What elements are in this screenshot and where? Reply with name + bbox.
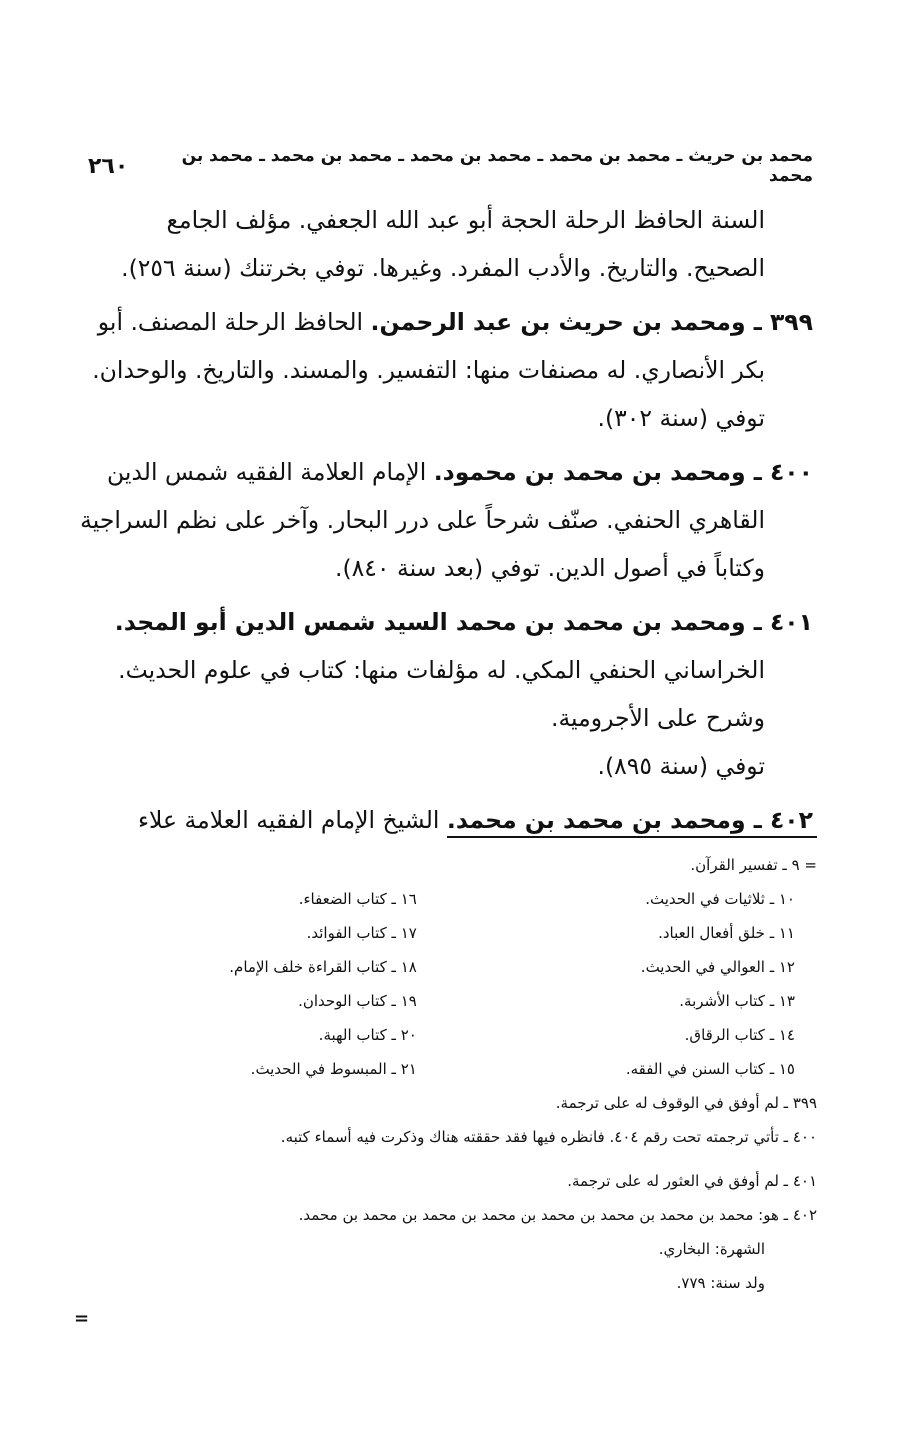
entry-400: [80, 448, 813, 592]
footnotes: [150, 848, 817, 1300]
list-item: ١٥ ـ كتاب السنن في الفقه.: [625, 1060, 795, 1078]
list-item: ١٦ ـ كتاب الضعفاء.: [298, 890, 417, 908]
entry-heading: ٤٠١ ـ ومحمد بن محمد بن محمد السيد شمس الدين أبو المجد.: [114, 608, 813, 636]
book-list-left: [150, 882, 497, 1086]
text-line: توفي (سنة ٨٩٥).: [597, 752, 765, 780]
footnote-book-list: [150, 882, 817, 1086]
book-list-right: [497, 882, 817, 1086]
footnote-sub-line: الشهرة: البخاري.: [658, 1240, 765, 1258]
entry-first-rest: الشيخ الإمام الفقيه العلامة علاء: [137, 806, 447, 834]
entry-first-line: [90, 298, 813, 346]
entry-continued: [90, 196, 813, 292]
list-item: ١٤ ـ كتاب الرقاق.: [684, 1026, 795, 1044]
list-item: ٢٠ ـ كتاب الهبة.: [318, 1026, 417, 1044]
footnote-402: ٤٠٢ ـ هو: محمد بن محمد بن محمد بن محمد بن محمد بن محمد بن محمد بن محمد.: [298, 1206, 817, 1224]
list-item: ١٣ ـ كتاب الأشربة.: [679, 992, 795, 1010]
footnote-carry: = ٩ ـ تفسير القرآن.: [690, 856, 817, 874]
footnote-399: ٣٩٩ ـ لم أوفق في الوقوف له على ترجمة.: [555, 1094, 817, 1112]
main-text: [80, 196, 813, 846]
list-item: ١٢ ـ العوالي في الحديث.: [640, 958, 795, 976]
text-line: بكر الأنصاري. له مصنفات منها: التفسير. والمسند. والتاريخ. والوحدان.: [92, 356, 765, 384]
list-item: ١١ ـ خلق أفعال العباد.: [658, 924, 795, 942]
entry-first-line: [90, 448, 813, 496]
entry-heading: ٤٠٢ ـ ومحمد بن محمد بن محمد.: [446, 806, 813, 834]
text-line: وشرح على الأجرومية.: [550, 704, 765, 732]
entry-399: [90, 298, 813, 442]
list-item: ٢١ ـ المبسوط في الحديث.: [250, 1060, 417, 1078]
text-line: السنة الحافظ الرحلة الحجة أبو عبد الله الجعفي. مؤلف الجامع: [166, 206, 765, 234]
footnote-400: ٤٠٠ ـ تأتي ترجمته تحت رقم ٤٠٤. فانظره فيها فقد حققته هناك وذكرت فيه أسماء كتبه.: [280, 1128, 817, 1146]
text-line: الصحيح. والتاريخ. والأدب المفرد. وغيرها. توفي بخرتنك (سنة ٢٥٦).: [121, 254, 765, 282]
footnote-separator: [447, 836, 817, 838]
running-header: [88, 148, 813, 184]
list-item: ١٨ ـ كتاب القراءة خلف الإمام.: [229, 958, 417, 976]
list-item: ١٠ ـ ثلاثيات في الحديث.: [645, 890, 795, 908]
text-line: الخراساني الحنفي المكي. له مؤلفات منها: كتاب في علوم الحديث.: [118, 656, 765, 684]
entry-heading: ٣٩٩ ـ ومحمد بن حريث بن عبد الرحمن.: [370, 308, 813, 336]
page-number: ٢٦٠: [88, 153, 129, 179]
entry-first-line: [90, 598, 813, 646]
running-title: محمد بن حريث ـ محمد بن محمد ـ محمد بن محمد ـ محمد بن محمد ـ محمد بن محمد: [181, 146, 813, 186]
footnote-401: ٤٠١ ـ لم أوفق في العثور له على ترجمة.: [567, 1172, 817, 1190]
list-item: ١٧ ـ كتاب الفوائد.: [306, 924, 417, 942]
entry-first-rest: الإمام العلامة الفقيه شمس الدين: [107, 458, 434, 486]
continuation-mark: =: [74, 1308, 90, 1329]
text-line: توفي (سنة ٣٠٢).: [597, 404, 765, 432]
entry-401: [90, 598, 813, 790]
text-line: وكتاباً في أصول الدين. توفي (بعد سنة ٨٤٠).: [335, 554, 765, 582]
entry-first-rest: الحافظ الرحلة المصنف. أبو: [97, 308, 371, 336]
footnote-sub-line: ولد سنة: ٧٧٩.: [676, 1274, 765, 1292]
entry-heading: ٤٠٠ ـ ومحمد بن محمد بن محمود.: [433, 458, 813, 486]
list-item: ١٩ ـ كتاب الوحدان.: [298, 992, 417, 1010]
text-line: القاهري الحنفي. صنّف شرحاً على درر البحار. وآخر على نظم السراجية: [80, 506, 765, 534]
